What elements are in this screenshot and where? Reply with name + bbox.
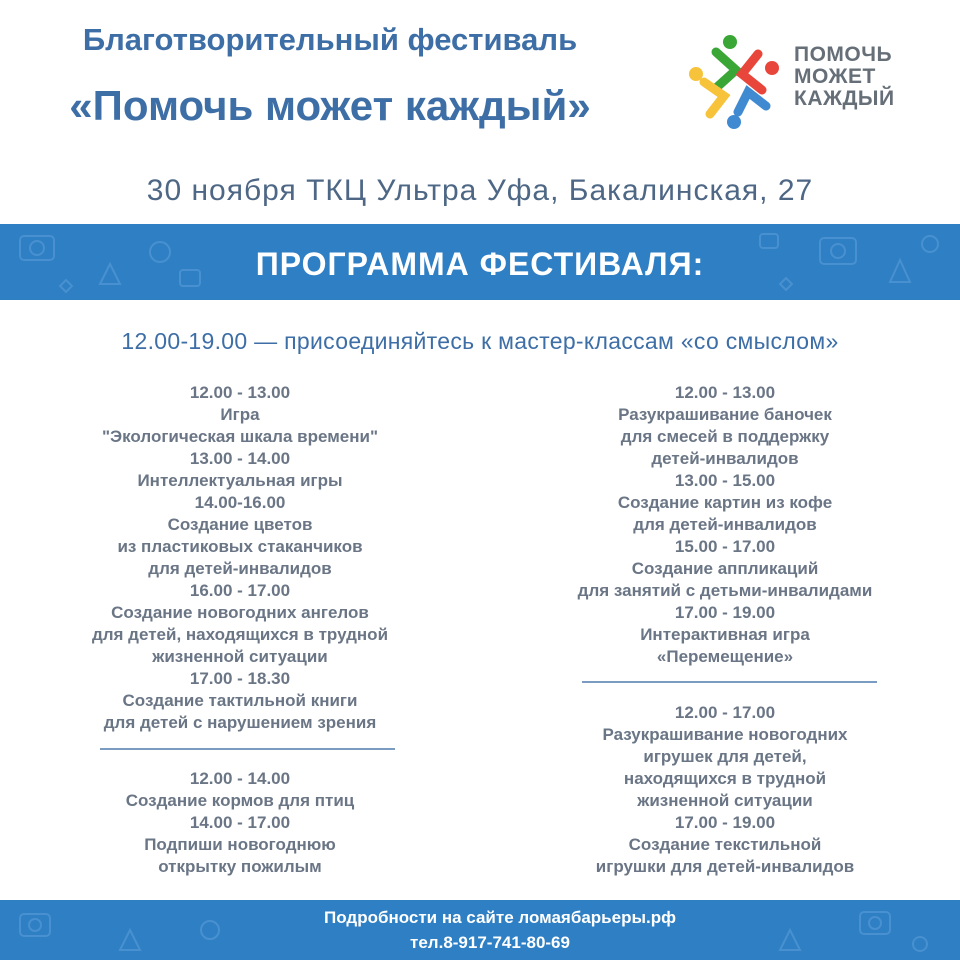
schedule-line: Создание текстильной xyxy=(628,835,822,854)
footer xyxy=(0,900,960,960)
schedule-line: для детей с нарушением зрения xyxy=(103,713,377,732)
logo-line: ПОМОЧЬ xyxy=(794,43,893,66)
schedule-line: 14.00 - 17.00 xyxy=(189,813,291,832)
schedule-right-top xyxy=(525,382,925,668)
festival-title: «Помочь может каждый» xyxy=(69,82,591,129)
schedule-line: Интеллектуальная игры xyxy=(137,471,343,490)
schedule-line: жизненной ситуации xyxy=(637,791,813,810)
schedule-line: 12.00 - 13.00 xyxy=(674,383,776,402)
schedule-line: находящихся в трудной xyxy=(623,769,827,788)
schedule-line: для детей-инвалидов xyxy=(633,515,817,534)
schedule-line: Создание цветов xyxy=(167,515,313,534)
schedule-line: открытку пожилым xyxy=(158,857,322,876)
festival-logo xyxy=(686,30,926,130)
divider-right xyxy=(582,681,877,683)
schedule-line: Разукрашивание баночек xyxy=(618,405,832,424)
schedule-line: Создание кормов для птиц xyxy=(125,791,355,810)
schedule-line: 12.00 - 13.00 xyxy=(189,383,291,402)
schedule-line: игрушек для детей, xyxy=(643,747,807,766)
logo-text xyxy=(794,44,895,110)
schedule-left-bottom xyxy=(40,768,440,878)
logo-line: КАЖДЫЙ xyxy=(794,87,895,110)
schedule-line: Создание тактильной книги xyxy=(122,691,358,710)
people-circle-logo-icon xyxy=(686,30,786,130)
schedule-line: 13.00 - 15.00 xyxy=(674,471,776,490)
masterclass-intro: 12.00-19.00 — присоединяйтесь к мастер-классам «со смыслом» xyxy=(121,328,839,354)
program-title: ПРОГРАММА ФЕСТИВАЛЯ: xyxy=(255,246,705,282)
schedule-line: Разукрашивание новогодних xyxy=(602,725,848,744)
schedule-line: Подпиши новогоднюю xyxy=(144,835,336,854)
footer-website: Подробности на сайте ломаябарьеры.рф xyxy=(324,908,676,927)
schedule-line: 15.00 - 17.00 xyxy=(674,537,776,556)
schedule-line: Интерактивная игра xyxy=(640,625,810,644)
schedule-right-bottom xyxy=(525,702,925,878)
schedule-line: 17.00 - 18.30 xyxy=(189,669,291,688)
schedule-line: 12.00 - 14.00 xyxy=(189,769,291,788)
schedule-line: 17.00 - 19.00 xyxy=(674,813,776,832)
divider-left xyxy=(100,748,395,750)
festival-subtitle: Благотворительный фестиваль xyxy=(82,22,578,57)
schedule-line: из пластиковых стаканчиков xyxy=(117,537,363,556)
schedule-line: 16.00 - 17.00 xyxy=(189,581,291,600)
schedule-line: 13.00 - 14.00 xyxy=(189,449,291,468)
schedule-line: для детей-инвалидов xyxy=(148,559,332,578)
program-banner xyxy=(0,224,960,300)
schedule-line: детей-инвалидов xyxy=(651,449,799,468)
schedule-line: для детей, находящихся в трудной xyxy=(91,625,389,644)
schedule-line: Создание картин из кофе xyxy=(617,493,833,512)
schedule-line: жизненной ситуации xyxy=(152,647,328,666)
footer-phone: тел.8-917-741-80-69 xyxy=(410,933,570,952)
schedule-line: Создание новогодних ангелов xyxy=(111,603,369,622)
schedule-line: 14.00-16.00 xyxy=(194,493,286,512)
schedule-line: 12.00 - 17.00 xyxy=(674,703,776,722)
schedule-line: для смесей в поддержку xyxy=(620,427,830,446)
schedule-line: игрушки для детей-инвалидов xyxy=(595,857,855,876)
schedule-line: "Экологическая шкала времени" xyxy=(101,427,379,446)
schedule-line: 17.00 - 19.00 xyxy=(674,603,776,622)
schedule-line: Игра xyxy=(220,405,260,424)
schedule-line: для занятий с детьми-инвалидами xyxy=(577,581,873,600)
logo-line: МОЖЕТ xyxy=(794,65,876,88)
schedule-left-top xyxy=(40,382,440,734)
event-date-location: 30 ноября ТКЦ Ультра Уфа, Бакалинская, 27 xyxy=(146,174,814,207)
schedule-line: «Перемещение» xyxy=(656,647,794,666)
schedule-line: Создание аппликаций xyxy=(631,559,819,578)
